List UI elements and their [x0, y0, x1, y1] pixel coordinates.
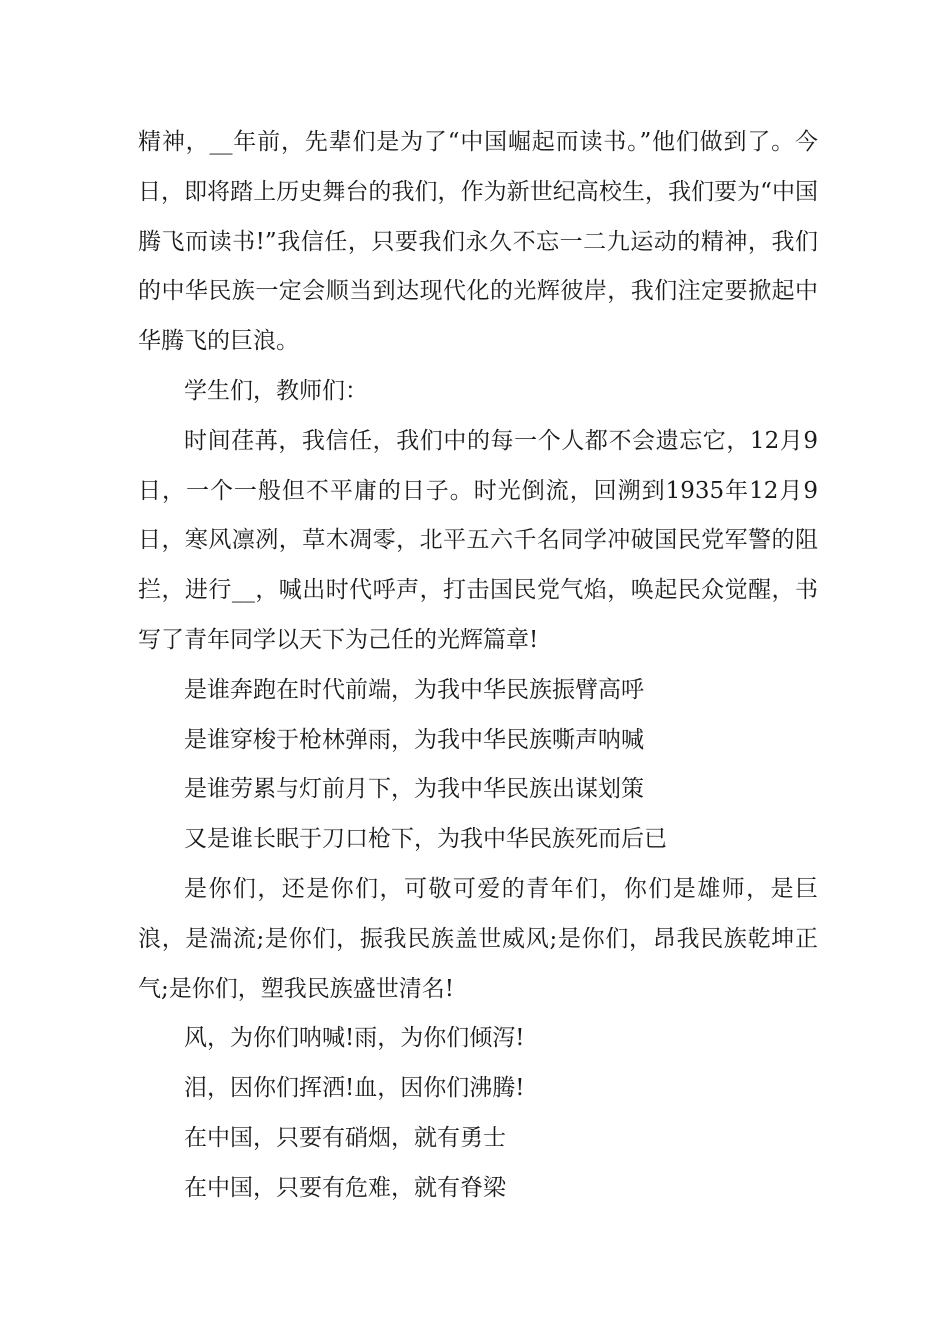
paragraph-12: 在中国，只要有危难，就有脊梁: [184, 1174, 506, 1201]
paragraph-10: 泪，因你们挥洒!血，因你们沸腾!: [184, 1075, 525, 1102]
paragraph-3: 时间荏苒，我信任，我们中的每一个人都不会遗忘它，12月9日，一个一般但不平庸的日子。时光倒流，回溯到1935年12月9日，寒风凛冽，草木凋零，北平五六千名同学冲破国民党军警的阻拦，进行__，喊出时代呼声，打击国民党气焰，唤起民众觉醒，书写了青年同学以天下为己任的光辉篇章!: [138, 427, 818, 653]
paragraph-1: 精神，__年前，先辈们是为了“中国崛起而读书。”他们做到了。今日，即将踏上历史舞台的我们，作为新世纪高校生，我们要为“中国腾飞而读书!”我信任，只要我们永久不忘一二九运动的精神，我们的中华民族一定会顺当到达现代化的光辉彼岸，我们注定要掀起中华腾飞的巨浪。: [138, 129, 818, 355]
paragraph-6: 是谁劳累与灯前月下，为我中华民族出谋划策: [184, 776, 644, 803]
paragraph-4: 是谁奔跑在时代前端，为我中华民族振臂高呼: [184, 676, 644, 703]
paragraph-8: 是你们，还是你们，可敬可爱的青年们，你们是雄师，是巨浪，是湍流;是你们，振我民族盖世威风;是你们，昂我民族乾坤正气;是你们，塑我民族盛世清名!: [138, 875, 818, 1002]
paragraph-5: 是谁穿梭于枪林弹雨，为我中华民族嘶声呐喊: [184, 726, 644, 753]
document-body: [138, 118, 818, 1214]
paragraph-11: 在中国，只要有硝烟，就有勇士: [184, 1124, 506, 1151]
paragraph-2: 学生们，教师们：: [184, 377, 368, 404]
paragraph-7: 又是谁长眠于刀口枪下，为我中华民族死而后已: [184, 826, 667, 853]
paragraph-9: 风，为你们呐喊!雨，为你们倾泻!: [184, 1025, 525, 1052]
